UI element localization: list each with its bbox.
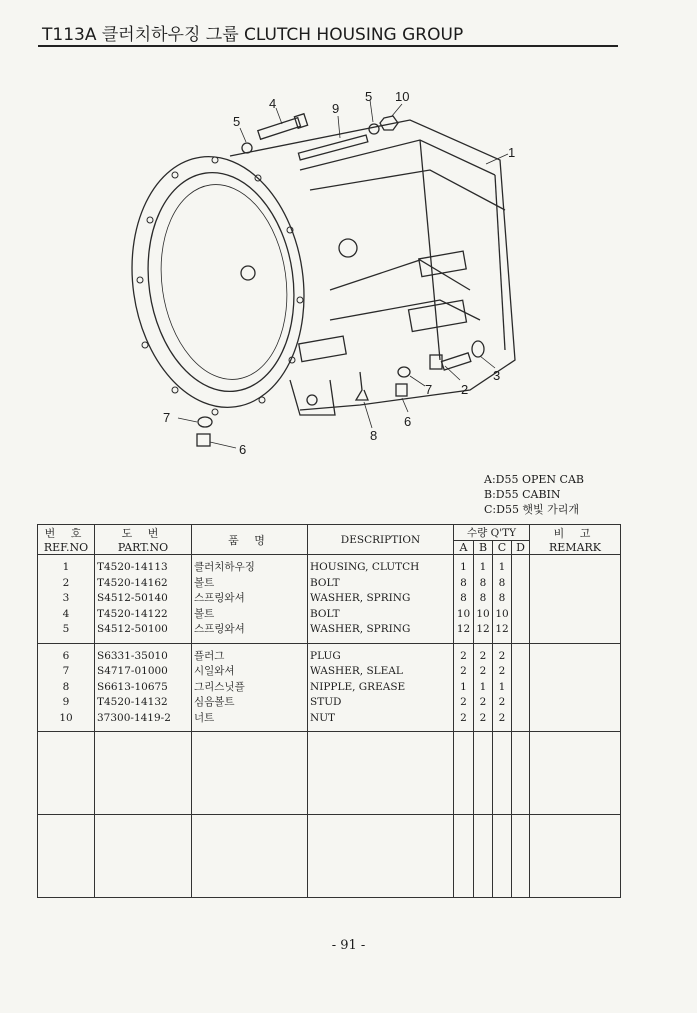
table-row: 7 S4717-01000 시일와셔 WASHER, SLEAL 2 2 2: [38, 664, 621, 680]
col-remark: 비 고 REMARK: [530, 525, 621, 555]
col-qty-a: A: [454, 541, 474, 555]
callout-6: 6: [404, 414, 412, 429]
table-row: 1 T4520-14113 클러치하우징 HOUSING, CLUTCH 1 1 1: [38, 555, 621, 576]
col-name: 품 명: [192, 525, 308, 555]
col-qty-b: B: [474, 541, 493, 555]
callout-7: 7: [425, 382, 433, 397]
table-row: 3 S4512-50140 스프링와셔 WASHER, SPRING 8 8 8: [38, 591, 621, 607]
plug-part-6-left: [197, 434, 210, 446]
grease-nipple-part-8: [356, 372, 368, 400]
col-desc: DESCRIPTION: [308, 525, 454, 555]
legend-c: C:D55 햇빛 가리개: [484, 503, 580, 516]
plug-part-6: [396, 384, 407, 396]
col-qty-c: C: [493, 541, 512, 555]
table-row: 5 S4512-50100 스프링와셔 WASHER, SPRING 12 12 12: [38, 622, 621, 643]
washer-part-5b: [369, 124, 379, 134]
callout-5: 5: [233, 114, 241, 129]
exploded-diagram: [0, 60, 697, 470]
table-row: 6 S6331-35010 플러그 PLUG 2 2 2: [38, 643, 621, 664]
callout-9: 9: [332, 101, 340, 116]
callout-6b: 6: [239, 442, 247, 457]
col-qty: 수량 Q'TY: [454, 525, 530, 541]
table-row: 9 T4520-14132 심음볼트 STUD 2 2 2: [38, 695, 621, 711]
bolt-part-4: [258, 114, 308, 139]
washer-part-3: [472, 341, 484, 357]
parts-group-2: [38, 643, 621, 732]
blank-row: [38, 732, 621, 815]
callout-3: 3: [493, 368, 501, 383]
callout-8: 8: [370, 428, 378, 443]
legend-a: A:D55 OPEN CAB: [484, 473, 584, 486]
blank-rows: [38, 732, 621, 898]
page-number: - 91 -: [331, 938, 366, 953]
washer-part-7: [398, 367, 410, 377]
title-rule: [38, 45, 618, 47]
table-row: 4 T4520-14122 볼트 BOLT 10 10 10: [38, 607, 621, 623]
callout-10: 10: [395, 89, 410, 104]
table-row: 2 T4520-14162 볼트 BOLT 8 8 8: [38, 576, 621, 592]
col-qty-d: D: [512, 541, 530, 555]
callout-1: 1: [508, 145, 516, 160]
blank-row: [38, 815, 621, 898]
washer-part-7-left: [198, 417, 212, 427]
callout-7b: 7: [163, 410, 171, 425]
parts-group-1: [38, 555, 621, 644]
housing-body: [230, 120, 515, 410]
washer-part-5: [242, 143, 252, 153]
parts-table: [37, 524, 621, 898]
legend-b: B:D55 CABIN: [484, 488, 561, 501]
bolt-part-2: [430, 353, 471, 370]
model-legend: [484, 472, 584, 517]
bell-housing-outer: [116, 145, 319, 418]
table-row: 10 37300-1419-2 너트 NUT 2 2 2: [38, 711, 621, 732]
callout-2: 2: [461, 382, 469, 397]
col-ref: 번 호 REF.NO: [38, 525, 95, 555]
callout-5b: 5: [365, 89, 373, 104]
callout-4: 4: [269, 96, 277, 111]
table-row: 8 S6613-10675 그리스닛플 NIPPLE, GREASE 1 1 1: [38, 680, 621, 696]
page-title: T113A 클러치하우징 그룹 CLUTCH HOUSING GROUP: [42, 25, 464, 45]
col-part: 도 번 PART.NO: [95, 525, 192, 555]
